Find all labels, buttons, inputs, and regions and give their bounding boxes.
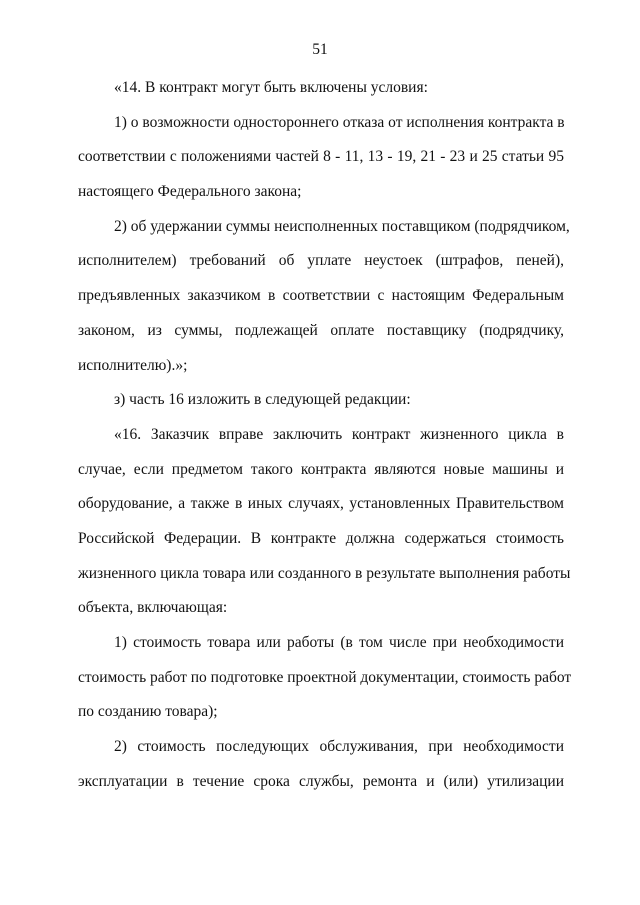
- text-line: по созданию товара);: [78, 703, 218, 721]
- text-line: оборудование, а также в иных случаях, установленных Правительством: [78, 495, 564, 513]
- text-line: исполнителю).»;: [78, 356, 188, 374]
- text-line: жизненного цикла товара или созданного в результате выполнения работы: [78, 564, 571, 582]
- text-line: 1) о возможности одностороннего отказа от исполнения контракта в: [114, 113, 565, 131]
- text-line: стоимость работ по подготовке проектной документации, стоимость работ: [78, 668, 572, 686]
- text-line: 2) стоимость последующих обслуживания, при необходимости: [114, 738, 564, 756]
- text-line: случае, если предметом такого контракта являются новые машины и: [78, 460, 564, 478]
- text-line: исполнителем) требований об уплате неустоек (штрафов, пеней),: [78, 252, 564, 270]
- text-line: 1) стоимость товара или работы (в том числе при необходимости: [114, 634, 564, 651]
- text-line: Российской Федерации. В контракте должна содержаться стоимость: [78, 529, 564, 547]
- text-line: законом, из суммы, подлежащей оплате поставщику (подрядчику,: [78, 321, 564, 339]
- text-line: 2) об удержании суммы неисполненных поставщиком (подрядчиком,: [114, 217, 570, 235]
- text-line: объекта, включающая:: [78, 599, 228, 617]
- document-body: [78, 78, 572, 806]
- page-number: 51: [312, 41, 328, 58]
- text-line: соответствии с положениями частей 8 - 11, 13 - 19, 21 - 23 и 25 статьи 95: [78, 148, 564, 166]
- text-line: «16. Заказчик вправе заключить контракт жизненного цикла в: [114, 425, 564, 443]
- text-line: эксплуатации в течение срока службы, ремонта и (или) утилизации: [78, 772, 564, 790]
- text-line: з) часть 16 изложить в следующей редакции:: [114, 391, 411, 409]
- text-line: предъявленных заказчиком в соответствии с настоящим Федеральным: [78, 287, 564, 305]
- text-line: «14. В контракт могут быть включены условия:: [114, 79, 428, 96]
- text-line: настоящего Федерального закона;: [78, 183, 302, 201]
